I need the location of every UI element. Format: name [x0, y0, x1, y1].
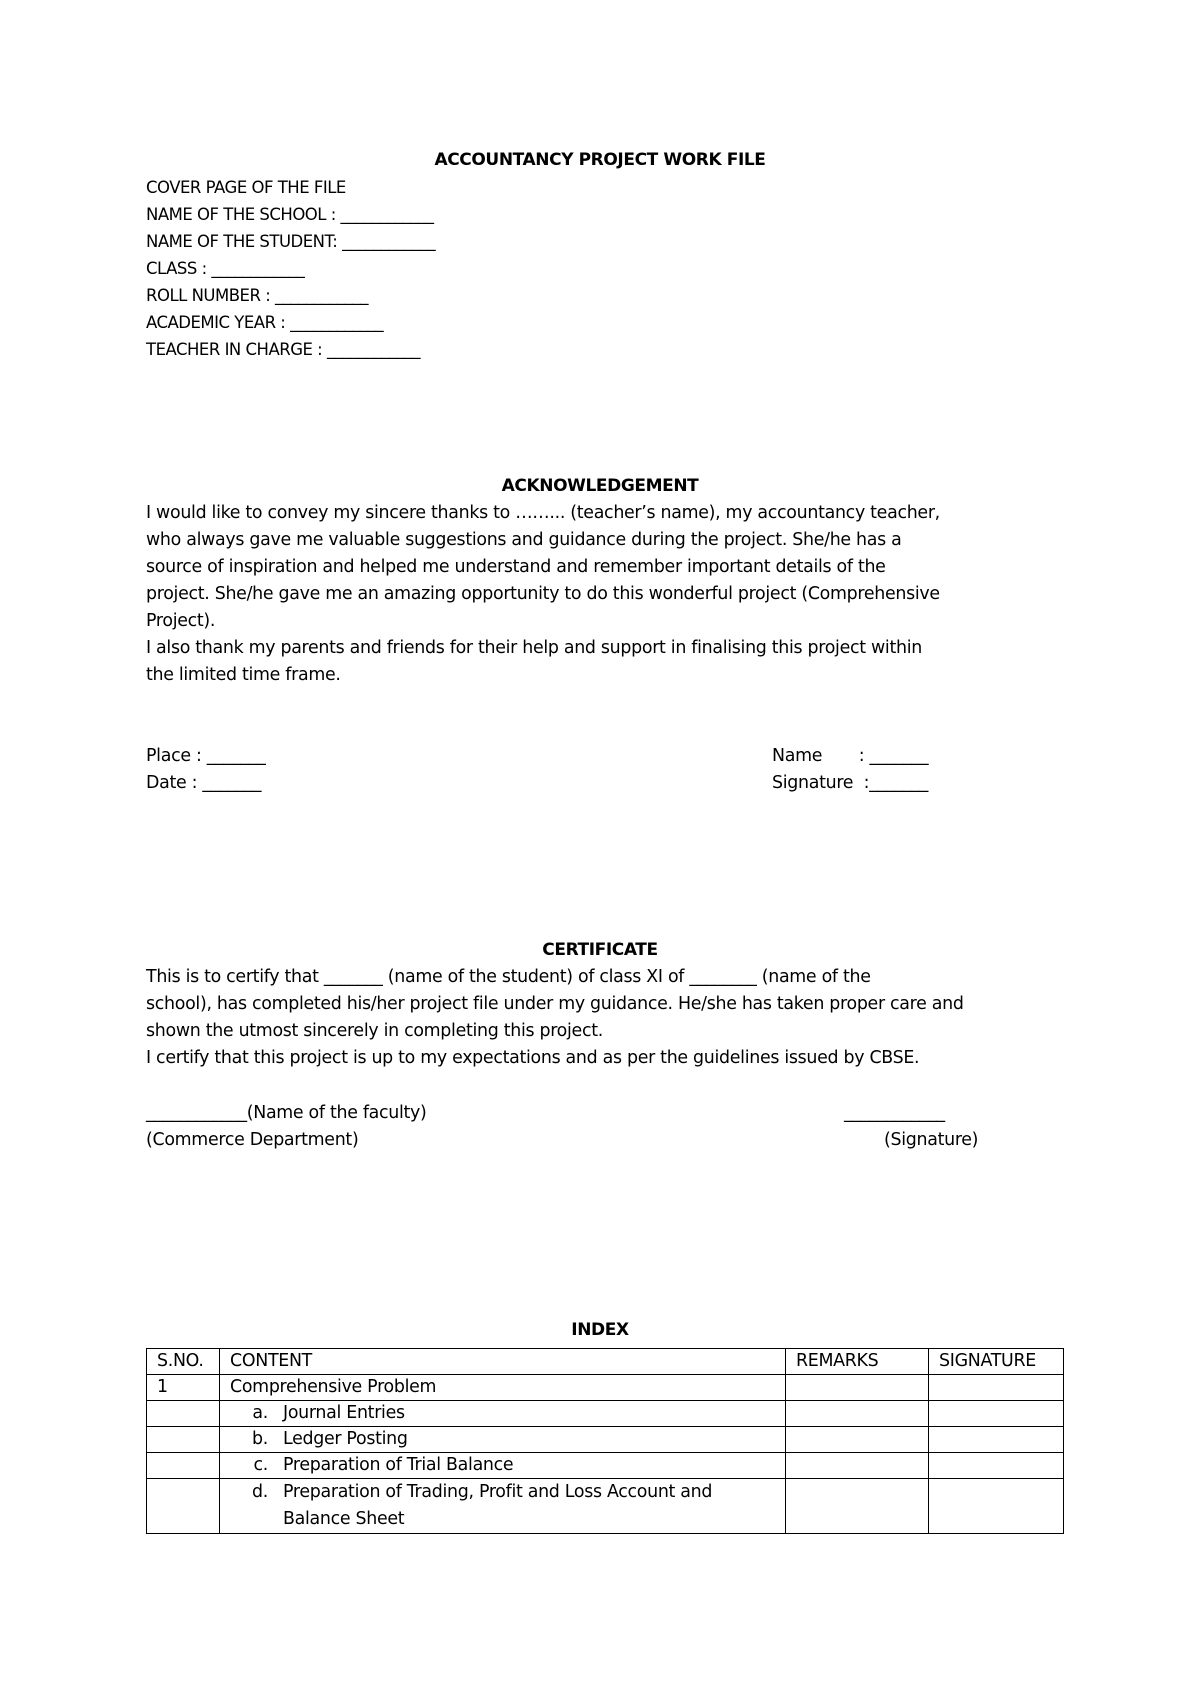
place-field: Place : _______ [146, 746, 266, 766]
row-sno [147, 1401, 220, 1427]
header-content: CONTENT [220, 1349, 786, 1375]
row-signature [929, 1427, 1064, 1453]
row-signature [929, 1401, 1064, 1427]
row-content [220, 1479, 786, 1534]
certificate-line: shown the utmost sincerely in completing this project. [146, 1021, 603, 1041]
sub-item-letter: b. [252, 1429, 268, 1449]
certificate-line: school), has completed his/her project file under my guidance. He/she has taken proper care and [146, 994, 964, 1014]
acknowledgement-line: I would like to convey my sincere thanks to ……... (teacher’s name), my accountancy teacher, [146, 503, 940, 523]
sub-item-text: Preparation of Trading, Profit and Loss Account and Balance Sheet [283, 1482, 713, 1529]
sub-item-letter: d. [252, 1482, 268, 1502]
table-header-row [147, 1349, 1064, 1375]
acknowledgement-line: project. She/he gave me an amazing opportunity to do this wonderful project (Comprehensive [146, 584, 940, 604]
table-row [147, 1479, 1064, 1534]
row-signature [929, 1453, 1064, 1479]
table-row [147, 1453, 1064, 1479]
faculty-name-line: ____________(Name of the faculty) [146, 1103, 427, 1123]
row-remarks [786, 1479, 929, 1534]
acknowledgement-line: Project). [146, 611, 216, 631]
cover-line: COVER PAGE OF THE FILE [146, 178, 346, 197]
department-label: (Commerce Department) [146, 1130, 359, 1150]
signature-line: ____________ [844, 1103, 945, 1123]
cover-line: TEACHER IN CHARGE : ____________ [146, 340, 420, 359]
certificate-title: CERTIFICATE [542, 940, 658, 960]
sub-item-letter: a. [252, 1403, 268, 1423]
cover-line: NAME OF THE SCHOOL : ____________ [146, 205, 434, 224]
sub-item-letter: c. [253, 1455, 268, 1475]
acknowledgement-title: ACKNOWLEDGEMENT [501, 476, 699, 496]
signature-field: Signature :_______ [772, 773, 928, 793]
header-signature: SIGNATURE [929, 1349, 1064, 1375]
header-sno: S.NO. [147, 1349, 220, 1375]
cover-line: NAME OF THE STUDENT: ____________ [146, 232, 436, 251]
row-content [220, 1401, 786, 1427]
row-remarks [786, 1401, 929, 1427]
cover-title: ACCOUNTANCY PROJECT WORK FILE [434, 150, 766, 170]
acknowledgement-line: the limited time frame. [146, 665, 341, 685]
sub-item-text: Journal Entries [283, 1403, 405, 1423]
sub-item-text: Preparation of Trial Balance [283, 1455, 514, 1475]
table-row [147, 1427, 1064, 1453]
acknowledgement-line: I also thank my parents and friends for their help and support in finalising this project within [146, 638, 922, 658]
cover-line: ROLL NUMBER : ____________ [146, 286, 368, 305]
certificate-line: I certify that this project is up to my expectations and as per the guidelines issued by CBSE. [146, 1048, 920, 1068]
table-row [147, 1375, 1064, 1401]
table-row [147, 1401, 1064, 1427]
row-content [220, 1453, 786, 1479]
row-content: Comprehensive Problem [220, 1375, 786, 1401]
sub-item-text: Ledger Posting [283, 1429, 408, 1449]
row-signature [929, 1375, 1064, 1401]
row-remarks [786, 1427, 929, 1453]
row-remarks [786, 1453, 929, 1479]
acknowledgement-line: who always gave me valuable suggestions and guidance during the project. She/he has a [146, 530, 902, 550]
row-sno [147, 1453, 220, 1479]
acknowledgement-line: source of inspiration and helped me understand and remember important details of the [146, 557, 886, 577]
name-field: Name : _______ [772, 746, 929, 766]
date-field: Date : _______ [146, 773, 262, 793]
row-sno [147, 1427, 220, 1453]
row-sno [147, 1479, 220, 1534]
row-content [220, 1427, 786, 1453]
certificate-line: This is to certify that _______ (name of the student) of class XI of ________ (name of the [146, 967, 871, 987]
header-remarks: REMARKS [786, 1349, 929, 1375]
row-remarks [786, 1375, 929, 1401]
row-sno: 1 [147, 1375, 220, 1401]
signature-label: (Signature) [884, 1130, 979, 1150]
row-signature [929, 1479, 1064, 1534]
cover-line: ACADEMIC YEAR : ____________ [146, 313, 384, 332]
cover-line: CLASS : ____________ [146, 259, 305, 278]
index-table [146, 1348, 1064, 1534]
index-title: INDEX [571, 1320, 629, 1340]
